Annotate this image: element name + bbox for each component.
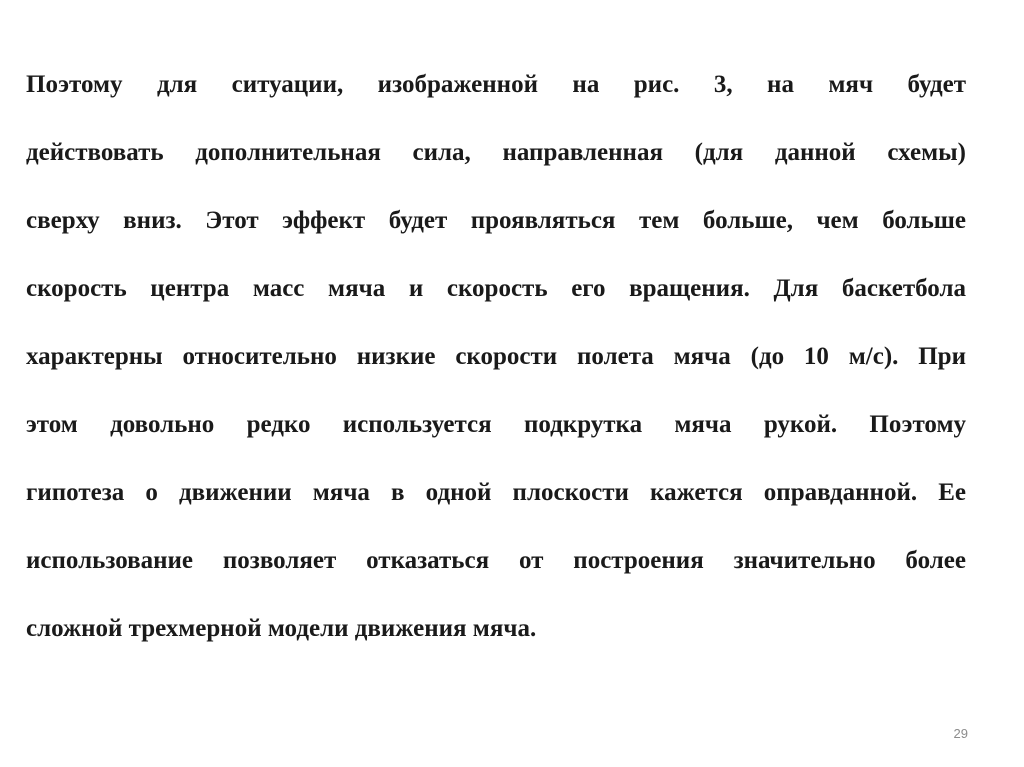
paragraph-line: характерны относительно низкие скорости полета мяча (до 10 м/с). При — [26, 343, 966, 370]
paragraph-line: этом довольно редко используется подкрутка мяча рукой. Поэтому — [26, 411, 966, 438]
paragraph-line: гипотеза о движении мяча в одной плоскости кажется оправданной. Ее — [26, 479, 966, 506]
paragraph-line-last: сложной трехмерной модели движения мяча. — [26, 615, 537, 642]
paragraph-line: Поэтому для ситуации, изображенной на рис. 3, на мяч будет — [26, 71, 966, 98]
paragraph-line: сверху вниз. Этот эффект будет проявляться тем больше, чем больше — [26, 207, 966, 234]
slide-paragraph — [26, 56, 966, 668]
page-number: 29 — [953, 726, 968, 741]
paragraph-line: использование позволяет отказаться от построения значительно более — [26, 547, 966, 574]
paragraph-line: действовать дополнительная сила, направленная (для данной схемы) — [26, 139, 966, 166]
paragraph-line: скорость центра масс мяча и скорость его вращения. Для баскетбола — [26, 275, 966, 302]
